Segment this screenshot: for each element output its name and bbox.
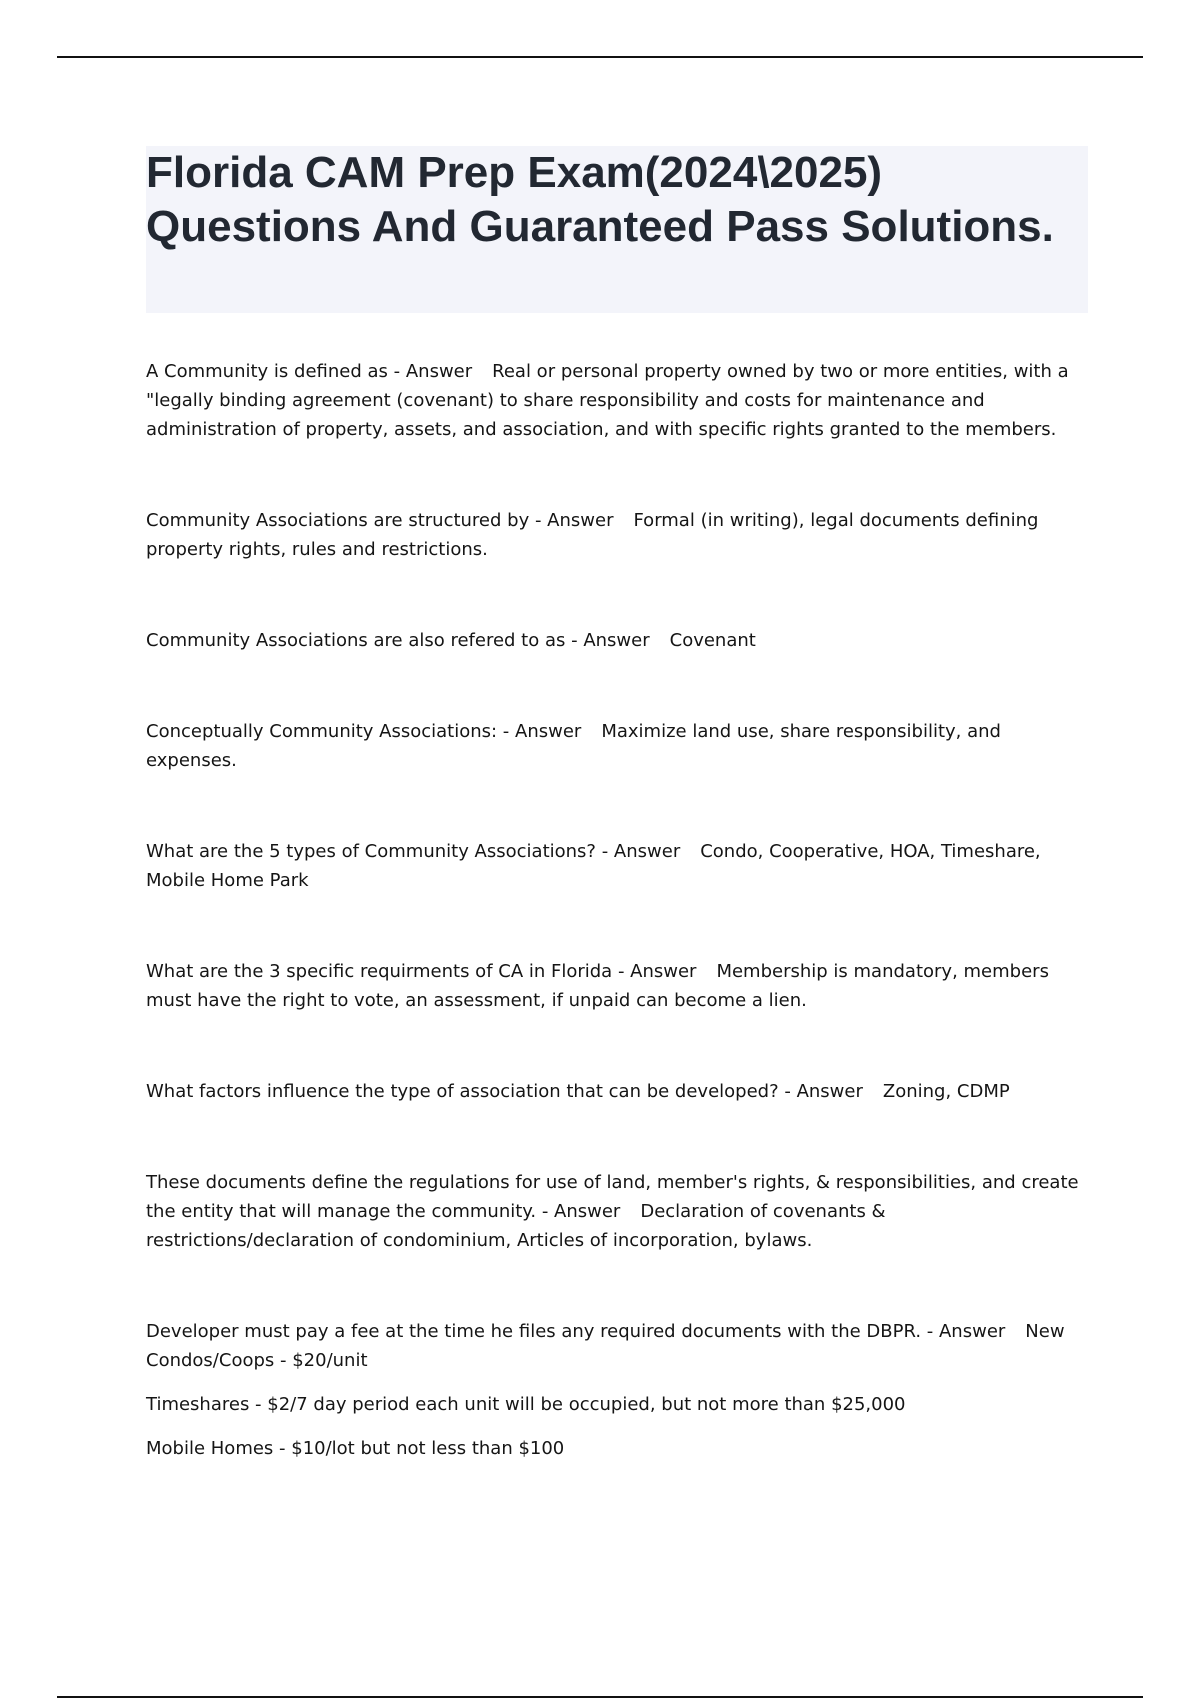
page-title: Florida CAM Prep Exam(2024\2025) Questions And Guaranteed Pass Solutions. bbox=[146, 148, 1054, 251]
qa-question: Community Associations are structured by - Answer bbox=[146, 510, 614, 531]
qa-answer: Formal (in writing), legal documents defining property rights, rules and restrictions. bbox=[146, 510, 1039, 560]
bottom-rule bbox=[57, 1696, 1143, 1698]
qa-answer: New Condos/Coops - $20/unit bbox=[146, 1321, 1065, 1371]
title-banner bbox=[146, 146, 1088, 313]
qa-answer: Covenant bbox=[669, 630, 756, 651]
qa-answer: Real or personal property owned by two or more entities, with a "legally binding agreement (covenant) to share responsibility and costs for maintenance and administration of property, assets, and association, and with specific rights granted to the members. bbox=[146, 361, 1069, 440]
qa-item bbox=[146, 717, 1096, 775]
qa-answer: Maximize land use, share responsibility, and expenses. bbox=[146, 721, 1001, 771]
qa-answer: Membership is mandatory, members must have the right to vote, an assessment, if unpaid can become a lien. bbox=[146, 961, 1049, 1011]
qa-item bbox=[146, 957, 1096, 1015]
qa-item bbox=[146, 837, 1096, 895]
top-rule bbox=[57, 56, 1143, 58]
qa-question: What factors influence the type of association that can be developed? - Answer bbox=[146, 1081, 863, 1102]
qa-question: A Community is defined as - Answer bbox=[146, 361, 473, 382]
qa-question: These documents define the regulations for use of land, member's rights, & responsibilities, and create the entity that will manage the community. - Answer bbox=[146, 1172, 1079, 1222]
fee-line-timeshares: Timeshares - $2/7 day period each unit will be occupied, but not more than $25,000 bbox=[146, 1394, 906, 1415]
qa-list bbox=[146, 357, 1096, 1463]
qa-item bbox=[146, 626, 1096, 655]
qa-item bbox=[146, 1317, 1096, 1375]
qa-question: Developer must pay a fee at the time he files any required documents with the DBPR. - Answer bbox=[146, 1321, 1006, 1342]
fee-line-mobile-homes: Mobile Homes - $10/lot but not less than $100 bbox=[146, 1438, 565, 1459]
qa-item bbox=[146, 506, 1096, 564]
qa-answer: Zoning, CDMP bbox=[882, 1081, 1010, 1102]
qa-question: What are the 5 types of Community Associations? - Answer bbox=[146, 841, 681, 862]
qa-question: What are the 3 specific requirments of CA in Florida - Answer bbox=[146, 961, 697, 982]
qa-question: Conceptually Community Associations: - Answer bbox=[146, 721, 582, 742]
qa-question: Community Associations are also refered to as - Answer bbox=[146, 630, 650, 651]
qa-item bbox=[146, 1077, 1096, 1106]
qa-item bbox=[146, 1168, 1096, 1255]
qa-answer: Condo, Cooperative, HOA, Timeshare, Mobile Home Park bbox=[146, 841, 1041, 891]
qa-answer: Declaration of covenants & restrictions/declaration of condominium, Articles of incorporation, bylaws. bbox=[146, 1201, 886, 1251]
qa-item bbox=[146, 357, 1096, 444]
